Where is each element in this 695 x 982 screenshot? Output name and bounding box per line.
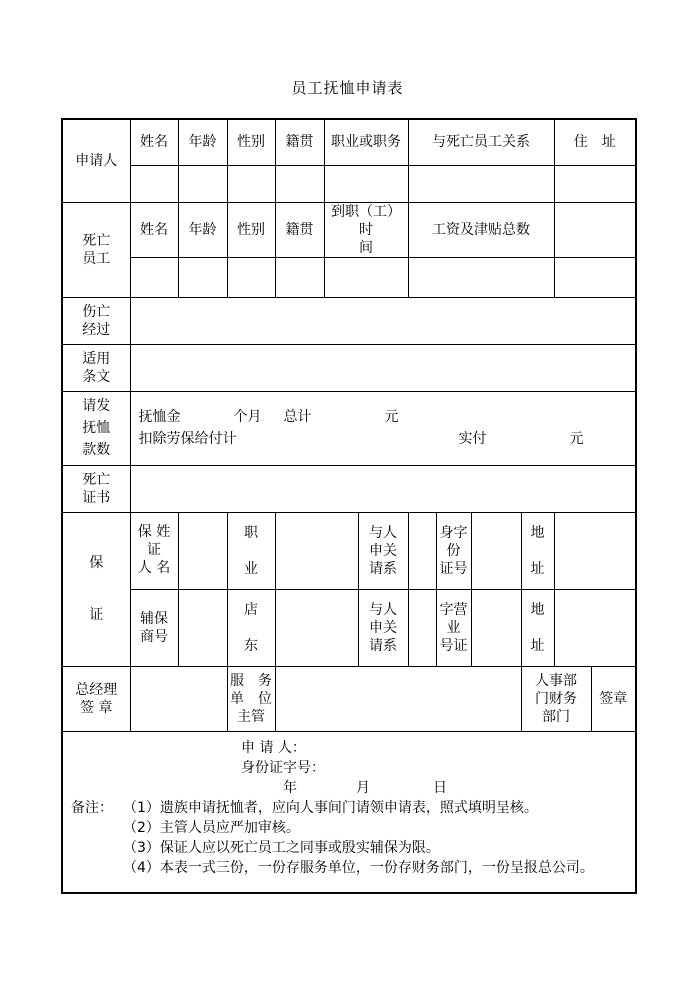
owner-field[interactable] xyxy=(275,589,358,666)
shop-relation-line2: 申关 xyxy=(369,619,397,636)
pension-label: 抚恤金 xyxy=(138,409,181,425)
guarantor-id-line1: 身字 xyxy=(439,524,468,541)
note-item-4-text: （4）本表一式三份，一份存服务单位，一份存财务部门，一份呈报总公司。 xyxy=(123,859,594,876)
applicant-relation-field[interactable] xyxy=(408,165,554,202)
deceased-header-hometown: 籍贯 xyxy=(275,202,324,257)
applicant-header-occupation: 职业或职务 xyxy=(324,119,408,165)
date-day: 日 xyxy=(433,779,447,796)
certificate-label-line2: 证书 xyxy=(82,489,111,506)
gm-label-line2: 签 章 xyxy=(80,699,113,716)
payout-label-line1: 请发 xyxy=(82,398,111,414)
guarantee-label xyxy=(62,512,130,666)
deceased-name-field[interactable] xyxy=(130,257,178,297)
deceased-age-field[interactable] xyxy=(178,257,227,297)
applicant-header-address: 住 址 xyxy=(554,119,636,165)
hr-finance-label xyxy=(521,666,591,731)
hr-finance-line1: 人事部 xyxy=(535,672,577,689)
yuan-label-2: 元 xyxy=(569,431,584,447)
business-license-line1: 字营 xyxy=(439,601,468,618)
yuan-label-1: 元 xyxy=(384,409,399,425)
shop-label xyxy=(130,589,178,666)
shop-address-field[interactable] xyxy=(554,589,636,666)
guarantee-label-line1: 保 xyxy=(89,555,104,571)
guarantee-label-line2: 证 xyxy=(89,607,104,623)
guarantor-name-label xyxy=(130,512,178,589)
deceased-header-hire-date-line2: 间 xyxy=(359,239,373,256)
guarantor-address-line2: 址 xyxy=(530,560,545,577)
certificate-field[interactable] xyxy=(130,465,636,512)
page-title: 员工抚恤申请表 xyxy=(291,79,404,97)
service-unit-field[interactable] xyxy=(275,666,521,731)
service-unit-line2: 单 位 xyxy=(230,690,272,707)
guarantor-char-1: 保 xyxy=(137,524,152,540)
guarantor-char-5: 名 xyxy=(156,560,171,576)
certificate-label xyxy=(62,465,130,512)
payout-line-1 xyxy=(139,406,636,428)
shop-relation-field[interactable] xyxy=(408,589,436,666)
guarantor-id-line2: 份 xyxy=(446,542,461,559)
shop-address-label xyxy=(521,589,554,666)
guarantor-char-2: 证 xyxy=(146,542,161,558)
deceased-label xyxy=(62,202,130,297)
clauses-label-line1: 适用 xyxy=(82,350,111,367)
applicant-signature-label: 申 请 人： xyxy=(241,739,306,756)
notes-prefix: 备注： xyxy=(71,799,113,816)
shop-relation-label xyxy=(358,589,408,666)
shop-relation-line3: 请系 xyxy=(369,637,397,654)
applicant-header-name: 姓名 xyxy=(130,119,178,165)
deceased-extra-field[interactable] xyxy=(554,257,636,297)
guarantor-relation-line2: 申关 xyxy=(369,542,397,559)
notes-section xyxy=(62,731,636,893)
payout-label-line3: 款数 xyxy=(82,442,111,458)
date-line xyxy=(67,778,631,798)
note-item-3 xyxy=(67,838,631,858)
applicant-hometown-field[interactable] xyxy=(275,165,324,202)
payout-line-2 xyxy=(139,428,636,450)
applicant-header-gender: 性别 xyxy=(227,119,275,165)
date-year: 年 xyxy=(283,779,297,796)
guarantor-name-field[interactable] xyxy=(178,512,227,589)
date-month: 月 xyxy=(356,779,370,796)
id-number-line xyxy=(67,758,631,778)
guarantor-id-field[interactable] xyxy=(471,512,521,589)
applicant-gender-field[interactable] xyxy=(227,165,275,202)
deceased-hometown-field[interactable] xyxy=(275,257,324,297)
applicant-age-field[interactable] xyxy=(178,165,227,202)
applicant-name-field[interactable] xyxy=(130,165,178,202)
guarantor-id-label xyxy=(436,512,471,589)
shop-field[interactable] xyxy=(178,589,227,666)
actual-label: 实付 xyxy=(458,431,487,447)
owner-label-line2: 东 xyxy=(244,637,258,654)
note-item-2-text: （2）主管人员应严加审核。 xyxy=(123,819,300,836)
guarantor-address-line1: 地 xyxy=(530,524,545,541)
hr-finance-line3: 部门 xyxy=(542,708,570,725)
injury-label-line2: 经过 xyxy=(82,321,111,338)
deceased-label-line1: 死亡 xyxy=(82,232,111,249)
payout-field[interactable] xyxy=(130,391,636,465)
clauses-label-line2: 条文 xyxy=(82,368,111,385)
deceased-header-gender: 性别 xyxy=(227,202,275,257)
owner-label-line1: 店 xyxy=(244,601,258,618)
owner-label xyxy=(227,589,275,666)
shop-label-line2: 商号 xyxy=(140,628,168,645)
deceased-gender-field[interactable] xyxy=(227,257,275,297)
service-unit-line1: 服 务 xyxy=(230,672,272,689)
deceased-header-age: 年龄 xyxy=(178,202,227,257)
note-item-3-text: （3）保证人应以死亡员工之同事或殷实辅保为限。 xyxy=(123,839,440,856)
clauses-field[interactable] xyxy=(130,344,636,391)
note-item-1 xyxy=(67,798,631,818)
guarantor-relation-line3: 请系 xyxy=(369,560,397,577)
guarantor-relation-field[interactable] xyxy=(408,512,436,589)
guarantor-relation-label xyxy=(358,512,408,589)
note-item-4 xyxy=(67,858,631,878)
deduct-label: 扣除劳保给付计 xyxy=(138,431,237,447)
guarantor-char-3: 人 xyxy=(137,560,152,576)
shop-address-line1: 地 xyxy=(530,601,545,618)
guarantor-occupation-line1: 职 xyxy=(244,524,258,541)
applicant-header-hometown: 籍贯 xyxy=(275,119,324,165)
guarantor-address-field[interactable] xyxy=(554,512,636,589)
hr-finance-line2: 门财务 xyxy=(535,690,577,707)
payout-label-line2: 抚恤 xyxy=(82,420,111,436)
gm-label-line1: 总经理 xyxy=(75,681,118,698)
shop-address-line2: 址 xyxy=(530,637,545,654)
service-unit-line3: 主管 xyxy=(237,708,265,725)
deceased-header-empty xyxy=(554,202,636,257)
guarantor-char-4: 姓 xyxy=(156,524,171,540)
note-item-2 xyxy=(67,818,631,838)
gm-label xyxy=(62,666,130,731)
certificate-label-line1: 死亡 xyxy=(82,471,111,488)
deceased-header-name: 姓名 xyxy=(130,202,178,257)
business-license-field[interactable] xyxy=(471,589,521,666)
service-unit-label xyxy=(227,666,275,731)
payout-label xyxy=(62,391,130,465)
injury-label-line1: 伤亡 xyxy=(82,303,111,320)
applicant-signature-line xyxy=(67,738,631,758)
guarantor-address-label xyxy=(521,512,554,589)
guarantor-occupation-field[interactable] xyxy=(275,512,358,589)
guarantor-id-line3: 证号 xyxy=(439,560,468,577)
deceased-header-hire-date xyxy=(324,202,408,257)
business-license-label xyxy=(436,589,471,666)
applicant-header-age: 年龄 xyxy=(178,119,227,165)
deceased-header-salary: 工资及津贴总数 xyxy=(408,202,554,257)
id-number-label: 身份证字号： xyxy=(241,759,325,776)
hr-sign-label: 签章 xyxy=(591,666,636,731)
clauses-label xyxy=(62,344,130,391)
applicant-header-relation: 与死亡员工关系 xyxy=(408,119,554,165)
deceased-label-line2: 员工 xyxy=(82,250,111,267)
business-license-line3: 号证 xyxy=(439,637,468,654)
total-label: 总计 xyxy=(283,409,312,425)
guarantor-occupation-label xyxy=(227,512,275,589)
shop-label-line1: 辅保 xyxy=(140,610,168,627)
note-item-1-text: （1）遗族申请抚恤者，应向人事间门请领申请表，照式填明呈核。 xyxy=(123,799,538,816)
shop-relation-line1: 与人 xyxy=(369,601,397,618)
applicant-label: 申请人 xyxy=(62,119,130,202)
guarantor-occupation-line2: 业 xyxy=(244,560,258,577)
deceased-header-hire-date-line1: 到职（工）时 xyxy=(331,203,401,238)
applicant-address-field[interactable] xyxy=(554,165,636,202)
gm-signature-field[interactable] xyxy=(130,666,227,731)
application-form-table xyxy=(61,118,637,894)
injury-label xyxy=(62,297,130,344)
months-label: 个月 xyxy=(233,409,262,425)
injury-field[interactable] xyxy=(130,297,636,344)
deceased-salary-field[interactable] xyxy=(408,257,554,297)
business-license-line2: 业 xyxy=(446,619,461,636)
applicant-occupation-field[interactable] xyxy=(324,165,408,202)
guarantor-relation-line1: 与人 xyxy=(369,524,397,541)
deceased-hire-date-field[interactable] xyxy=(324,257,408,297)
